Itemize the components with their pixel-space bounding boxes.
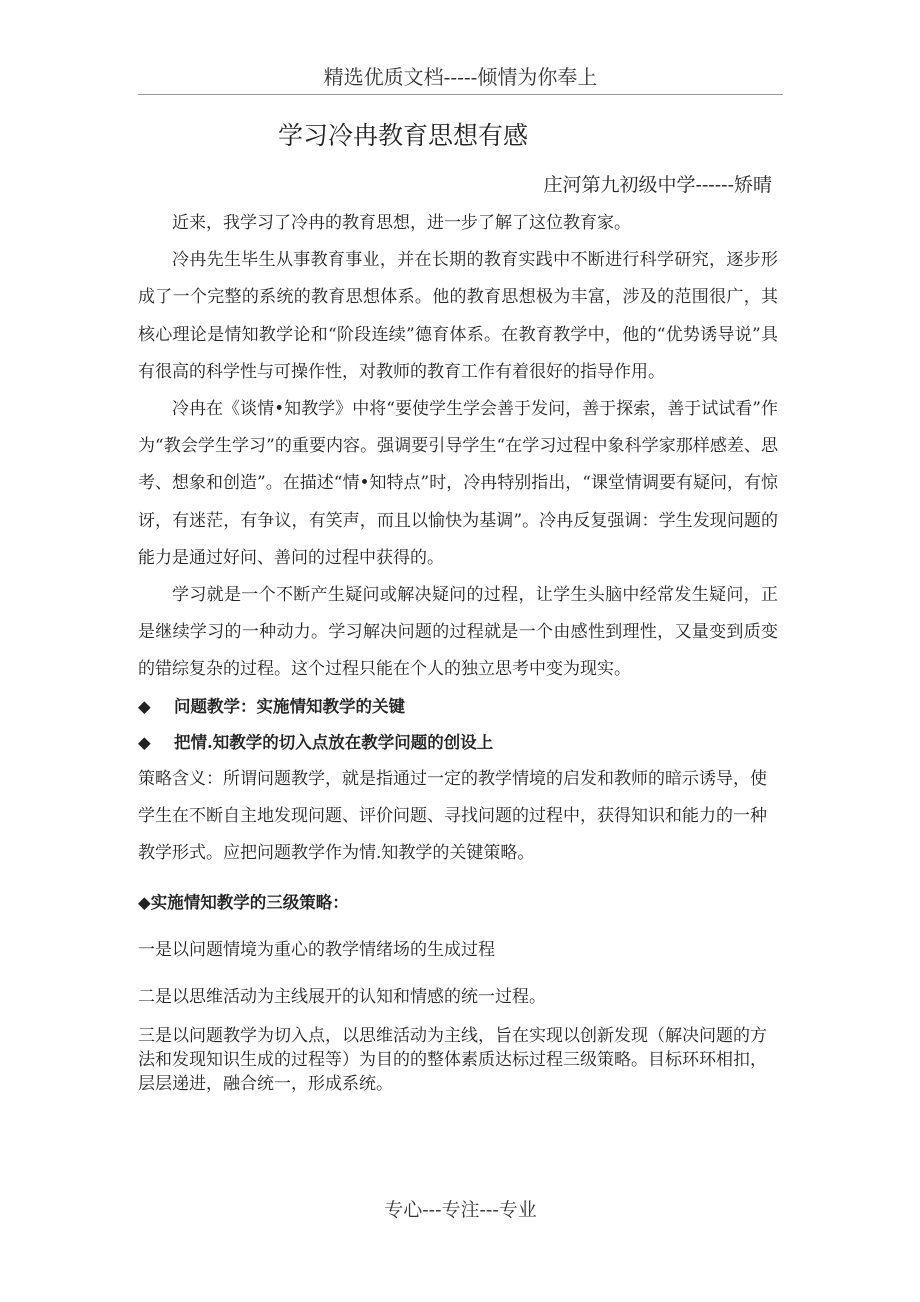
bullet-item (138, 689, 778, 725)
document-title: 学习冷冉教育思想有感 (278, 121, 529, 150)
page-footer: 专心---专注---专业 (384, 1199, 537, 1221)
strategy-item-3: 三是以问题教学为切入点，以思维活动为主线，旨在实现以创新发现（解决问题的方法和发现知识生成的过程等）为目的的整体素质达标过程三级策略。目标环环相扣，层层递进，融合统一，形成系统。 (138, 1025, 767, 1094)
strategy-item-1: 一是以问题情境为重心的教学情绪场的生成过程 (138, 939, 495, 960)
diamond-bullet-icon: ◆ (138, 732, 151, 752)
section-heading: ◆实施情知教学的三级策略： (138, 892, 349, 912)
bullet-text: 把情.知教学的切入点放在教学问题的创设上 (174, 732, 494, 752)
bullet-item (138, 725, 778, 761)
header-divider (138, 94, 783, 95)
page-header: 精选优质文档-----倾情为你奉上 (323, 65, 598, 89)
author-line: 庄河第九初级中学------矫晴 (543, 174, 772, 196)
strategy-item-2: 二是以思维活动为主线展开的认知和情感的统一过程。 (138, 986, 546, 1007)
paragraph-quote: 冷冉在《谈情•知教学》中将“要使学生学会善于发问，善于探索，善于试试看”作为“教会学生学习”的重要内容。强调要引导学生“在学习过程中象科学家那样感差、思考、想象和创造”。在描述“情•知特点”时，冷冉特别指出，“课堂情调要有疑问，有惊讶，有迷茫，有争议，有笑声，而且以愉快为基调”。冷冉反复强调：学生发现问题的能力是通过好问、善问的过程中获得的。 (138, 399, 778, 568)
document-body (138, 205, 778, 1096)
bullet-text: 问题教学：实施情知教学的关键 (174, 696, 405, 716)
paragraph-intro: 近来，我学习了冷冉的教育思想，进一步了解了这位教育家。 (172, 213, 631, 233)
paragraph-biography: 冷冉先生毕生从事教育事业，并在长期的教育实践中不断进行科学研究，逐步形成了一个完整的系统的教育思想体系。他的教育思想极为丰富，涉及的范围很广，其核心理论是情知教学论和“阶段连续”德育体系。在教育教学中，他的“优势诱导说”具有很高的科学性与可操作性，对教师的教育工作有着很好的指导作用。 (138, 250, 778, 382)
strategy-meaning: 策略含义：所谓问题教学，就是指通过一定的教学情境的启发和教师的暗示诱导，使学生在不断自主地发现问题、评价问题、寻找问题的过程中，获得知识和能力的一种教学形式。应把问题教学作为情.知教学的关键策略。 (138, 768, 767, 863)
paragraph-learning: 学习就是一个不断产生疑问或解决疑问的过程，让学生头脑中经常发生疑问，正是继续学习的一种动力。学习解决问题的过程就是一个由感性到理性，又量变到质变的错综复杂的过程。这个过程只能在个人的独立思考中变为现实。 (138, 585, 778, 680)
diamond-bullet-icon: ◆ (138, 696, 151, 716)
